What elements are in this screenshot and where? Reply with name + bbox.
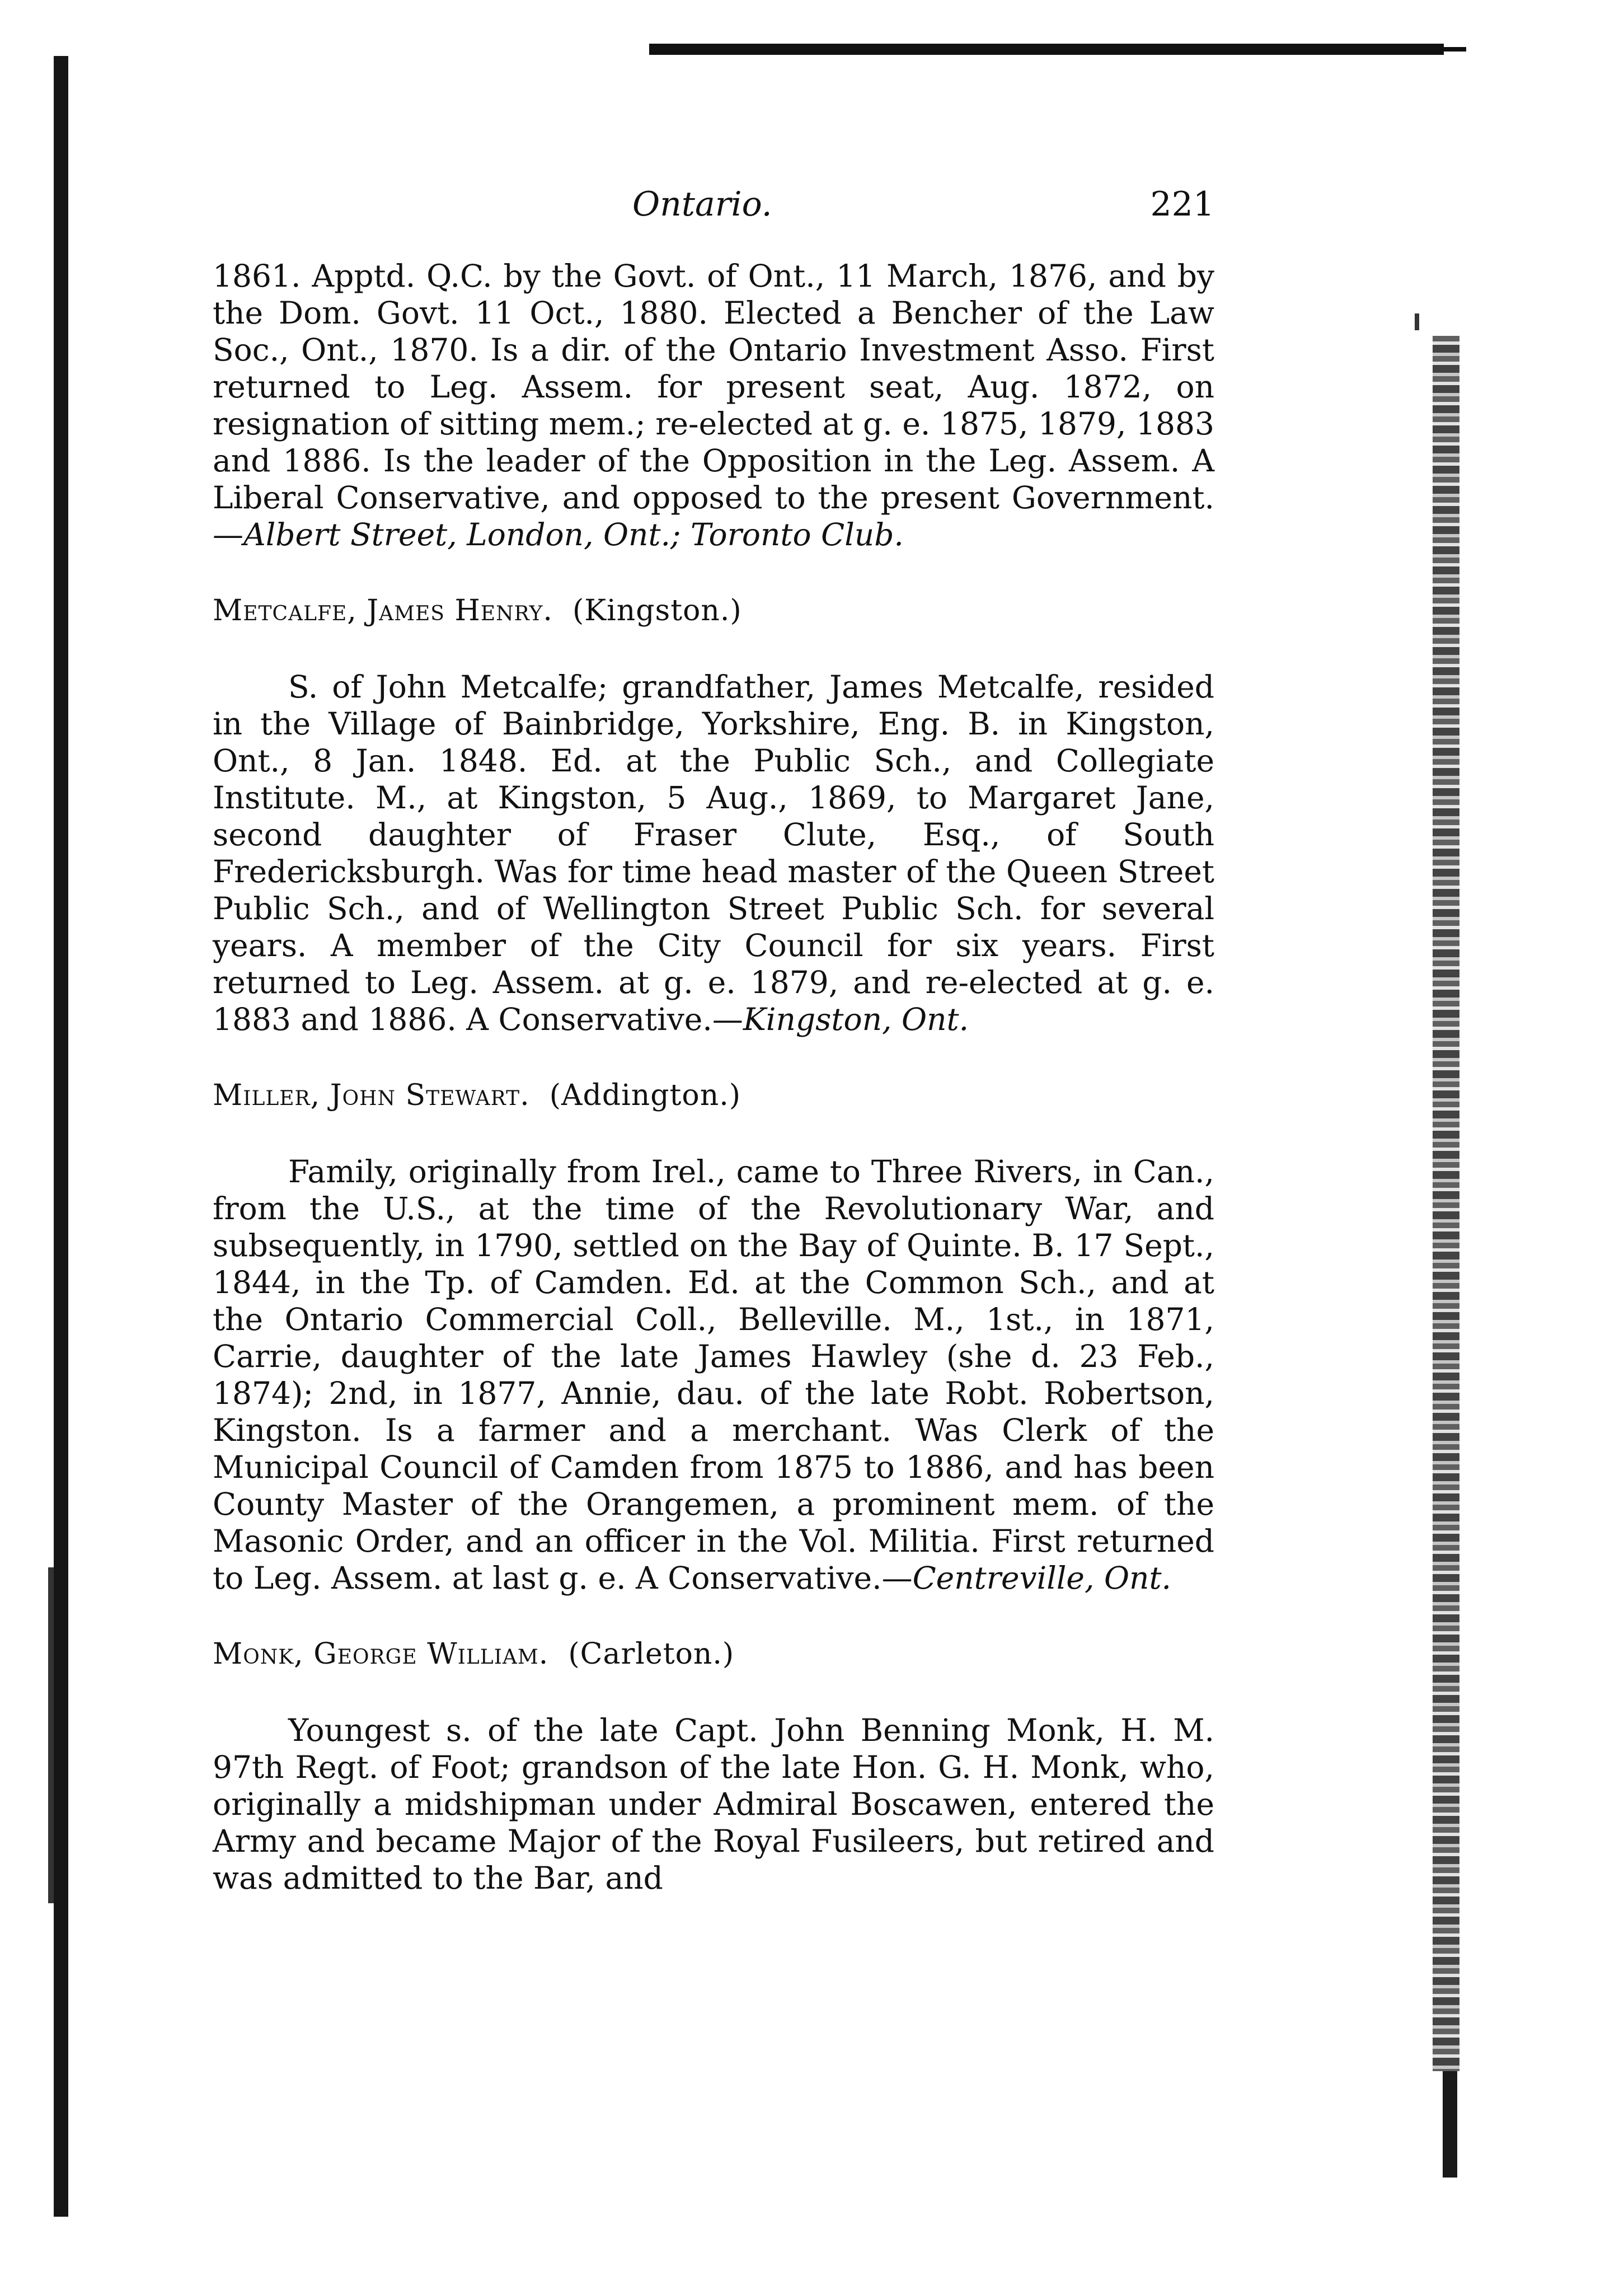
entry-heading bbox=[213, 1077, 1214, 1114]
entry-address: Kingston, Ont. bbox=[743, 1001, 969, 1037]
scan-right-edge-bar bbox=[1443, 2071, 1457, 2178]
entry-name: Miller, John Stewart. bbox=[213, 1079, 530, 1112]
top-rule bbox=[649, 44, 1444, 55]
entry-continued bbox=[213, 257, 1214, 553]
scan-right-edge bbox=[1433, 336, 1459, 2071]
entry-name: Metcalfe, James Henry. bbox=[213, 594, 553, 628]
entry-text: S. of John Metcalfe; grandfather, James Metcalfe, resided in the Village of Bainbridge, Yorkshire, Eng. B. in Kingston, Ont., 8 Jan. 1848. Ed. at the Public Sch., and Collegiate Institute. M., at Kingston, 5 Aug., 1869, to Margaret Jane, second daughter of Fraser Clute, Esq., of South Fredericksburgh. Was for time head master of the Queen Street Public Sch., and of Wellington Street Public Sch. for several years. A member of the City Council for six years. First returned to Leg. Assem. at g. e. 1879, and re-elected at g. e. 1883 and 1886. A Conservative.— bbox=[213, 669, 1214, 1037]
scan-left-edge bbox=[54, 56, 68, 2217]
entry-body bbox=[213, 1153, 1214, 1596]
page-header bbox=[213, 185, 1214, 235]
entry-heading bbox=[213, 592, 1214, 629]
scan-mark bbox=[1415, 313, 1419, 330]
page-body bbox=[213, 257, 1214, 1897]
top-rule-tail bbox=[1433, 47, 1466, 51]
entry-text: Family, originally from Irel., came to Three Rivers, in Can., from the U.S., at the time of the Revolutionary War, and subsequently, in 1790, settled on the Bay of Quinte. B. 17 Sept., 1844, in the Tp. of Camden. Ed. at the Common Sch., and at the Ontario Commercial Coll., Belleville. M., 1st., in 1871, Carrie, daughter of the late James Hawley (she d. 23 Feb., 1874); 2nd, in 1877, Annie, dau. of the late Robt. Robertson, Kingston. Is a farmer and a merchant. Was Clerk of the Municipal Council of Camden from 1875 to 1886, and has been County Master of the Orangemen, a prominent mem. of the Masonic Order, and an officer in the Vol. Militia. First returned to Leg. Assem. at last g. e. A Conservative.— bbox=[213, 1154, 1214, 1596]
running-title: Ontario. bbox=[632, 185, 772, 224]
page-number: 221 bbox=[1150, 185, 1214, 224]
entry-text: 1861. Apptd. Q.C. by the Govt. of Ont., 11 March, 1876, and by the Dom. Govt. 11 Oct., 1880. Elected a Bencher of the Law Soc., Ont., 1870. Is a dir. of the Ontario Investment Asso. First returned to Leg. Assem. for present seat, Aug. 1872, on resignation of sitting mem.; re-elected at g. e. 1875, 1879, 1883 and 1886. Is the leader of the Opposition in the Leg. Assem. A Liberal Conservative, and opposed to the present Government.— bbox=[213, 258, 1214, 552]
entry-constituency: (Addington.) bbox=[549, 1079, 741, 1112]
entry-name: Monk, George William. bbox=[213, 1637, 549, 1671]
entry-body bbox=[213, 1712, 1214, 1897]
entry-text: Youngest s. of the late Capt. John Benning Monk, H. M. 97th Regt. of Foot; grandson of the late Hon. G. H. Monk, who, originally a midshipman under Admiral Boscawen, entered the Army and became Major of the Royal Fusileers, but retired and was admitted to the Bar, and bbox=[213, 1712, 1214, 1896]
entry-body bbox=[213, 668, 1214, 1038]
entry-address: Albert Street, London, Ont.; Toronto Club. bbox=[243, 517, 904, 552]
scan-left-edge-shadow bbox=[48, 1567, 54, 1903]
entry-heading bbox=[213, 1636, 1214, 1673]
entry-constituency: (Carleton.) bbox=[568, 1637, 735, 1671]
entry-address: Centreville, Ont. bbox=[912, 1560, 1172, 1596]
entry-constituency: (Kingston.) bbox=[572, 594, 742, 628]
